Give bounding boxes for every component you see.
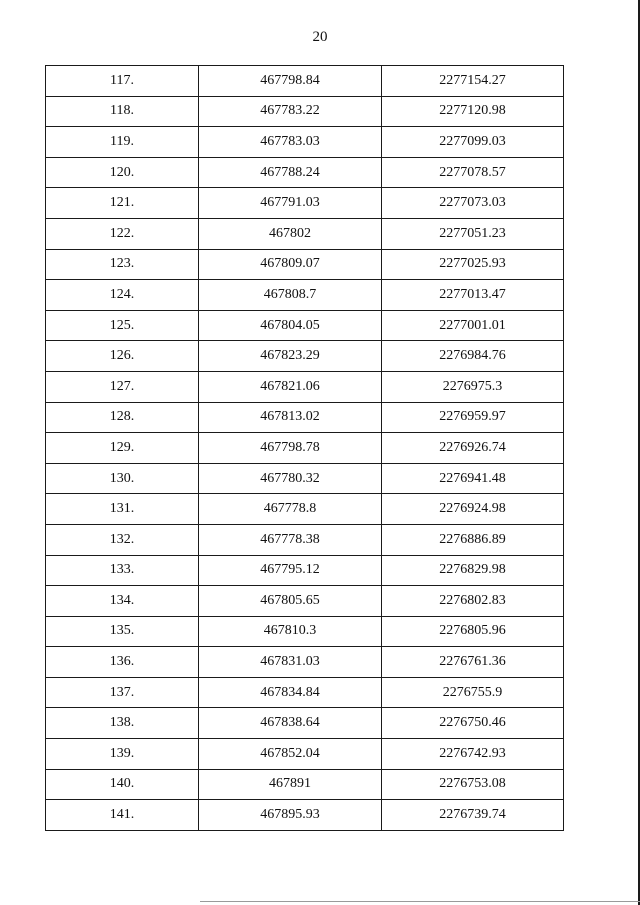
x-coordinate-cell: 467895.93 <box>199 800 382 831</box>
x-coordinate-cell: 467783.22 <box>199 96 382 127</box>
x-coordinate-cell: 467808.7 <box>199 280 382 311</box>
page-number: 20 <box>312 29 328 45</box>
table-row <box>46 524 564 555</box>
x-coordinate-cell: 467838.64 <box>199 708 382 739</box>
x-coordinate-cell: 467798.84 <box>199 66 382 97</box>
table-row <box>46 647 564 678</box>
point-number-cell: 130. <box>46 463 199 494</box>
point-number-cell: 137. <box>46 677 199 708</box>
scan-edge-bottom <box>200 901 640 902</box>
table-row <box>46 371 564 402</box>
y-coordinate-cell: 2277013.47 <box>382 280 564 311</box>
table-row <box>46 280 564 311</box>
x-coordinate-cell: 467802 <box>199 218 382 249</box>
point-number-cell: 128. <box>46 402 199 433</box>
table-row <box>46 341 564 372</box>
table-row <box>46 96 564 127</box>
x-coordinate-cell: 467891 <box>199 769 382 800</box>
y-coordinate-cell: 2276926.74 <box>382 433 564 464</box>
x-coordinate-cell: 467831.03 <box>199 647 382 678</box>
point-number-cell: 124. <box>46 280 199 311</box>
table-row <box>46 218 564 249</box>
point-number-cell: 121. <box>46 188 199 219</box>
point-number-cell: 139. <box>46 739 199 770</box>
table-row <box>46 616 564 647</box>
y-coordinate-cell: 2276761.36 <box>382 647 564 678</box>
point-number-cell: 125. <box>46 310 199 341</box>
y-coordinate-cell: 2276984.76 <box>382 341 564 372</box>
y-coordinate-cell: 2277001.01 <box>382 310 564 341</box>
y-coordinate-cell: 2276886.89 <box>382 524 564 555</box>
point-number-cell: 118. <box>46 96 199 127</box>
x-coordinate-cell: 467783.03 <box>199 127 382 158</box>
y-coordinate-cell: 2277154.27 <box>382 66 564 97</box>
table-row <box>46 127 564 158</box>
y-coordinate-cell: 2277025.93 <box>382 249 564 280</box>
point-number-cell: 132. <box>46 524 199 555</box>
y-coordinate-cell: 2276753.08 <box>382 769 564 800</box>
y-coordinate-cell: 2277073.03 <box>382 188 564 219</box>
point-number-cell: 136. <box>46 647 199 678</box>
table-row <box>46 249 564 280</box>
y-coordinate-cell: 2276739.74 <box>382 800 564 831</box>
point-number-cell: 140. <box>46 769 199 800</box>
table-row <box>46 739 564 770</box>
x-coordinate-cell: 467810.3 <box>199 616 382 647</box>
table-row <box>46 66 564 97</box>
x-coordinate-cell: 467804.05 <box>199 310 382 341</box>
point-number-cell: 126. <box>46 341 199 372</box>
point-number-cell: 131. <box>46 494 199 525</box>
x-coordinate-cell: 467823.29 <box>199 341 382 372</box>
table-row <box>46 433 564 464</box>
point-number-cell: 123. <box>46 249 199 280</box>
x-coordinate-cell: 467788.24 <box>199 157 382 188</box>
point-number-cell: 129. <box>46 433 199 464</box>
y-coordinate-cell: 2277051.23 <box>382 218 564 249</box>
y-coordinate-cell: 2276941.48 <box>382 463 564 494</box>
table-row <box>46 494 564 525</box>
table-row <box>46 800 564 831</box>
x-coordinate-cell: 467852.04 <box>199 739 382 770</box>
x-coordinate-cell: 467805.65 <box>199 586 382 617</box>
coordinates-table-body <box>46 66 564 831</box>
y-coordinate-cell: 2276959.97 <box>382 402 564 433</box>
y-coordinate-cell: 2277099.03 <box>382 127 564 158</box>
point-number-cell: 138. <box>46 708 199 739</box>
y-coordinate-cell: 2276924.98 <box>382 494 564 525</box>
x-coordinate-cell: 467834.84 <box>199 677 382 708</box>
x-coordinate-cell: 467813.02 <box>199 402 382 433</box>
point-number-cell: 127. <box>46 371 199 402</box>
table-row <box>46 555 564 586</box>
y-coordinate-cell: 2276802.83 <box>382 586 564 617</box>
point-number-cell: 119. <box>46 127 199 158</box>
x-coordinate-cell: 467821.06 <box>199 371 382 402</box>
table-row <box>46 769 564 800</box>
coordinates-table <box>45 65 564 831</box>
y-coordinate-cell: 2277120.98 <box>382 96 564 127</box>
x-coordinate-cell: 467778.8 <box>199 494 382 525</box>
table-row <box>46 708 564 739</box>
y-coordinate-cell: 2276750.46 <box>382 708 564 739</box>
table-row <box>46 310 564 341</box>
y-coordinate-cell: 2276829.98 <box>382 555 564 586</box>
table-row <box>46 402 564 433</box>
point-number-cell: 135. <box>46 616 199 647</box>
x-coordinate-cell: 467791.03 <box>199 188 382 219</box>
point-number-cell: 117. <box>46 66 199 97</box>
table-row <box>46 188 564 219</box>
x-coordinate-cell: 467795.12 <box>199 555 382 586</box>
table-row <box>46 157 564 188</box>
y-coordinate-cell: 2276755.9 <box>382 677 564 708</box>
point-number-cell: 133. <box>46 555 199 586</box>
x-coordinate-cell: 467798.78 <box>199 433 382 464</box>
table-row <box>46 677 564 708</box>
y-coordinate-cell: 2277078.57 <box>382 157 564 188</box>
y-coordinate-cell: 2276742.93 <box>382 739 564 770</box>
y-coordinate-cell: 2276805.96 <box>382 616 564 647</box>
point-number-cell: 122. <box>46 218 199 249</box>
point-number-cell: 141. <box>46 800 199 831</box>
x-coordinate-cell: 467780.32 <box>199 463 382 494</box>
point-number-cell: 134. <box>46 586 199 617</box>
table-row <box>46 586 564 617</box>
x-coordinate-cell: 467778.38 <box>199 524 382 555</box>
y-coordinate-cell: 2276975.3 <box>382 371 564 402</box>
table-row <box>46 463 564 494</box>
point-number-cell: 120. <box>46 157 199 188</box>
x-coordinate-cell: 467809.07 <box>199 249 382 280</box>
